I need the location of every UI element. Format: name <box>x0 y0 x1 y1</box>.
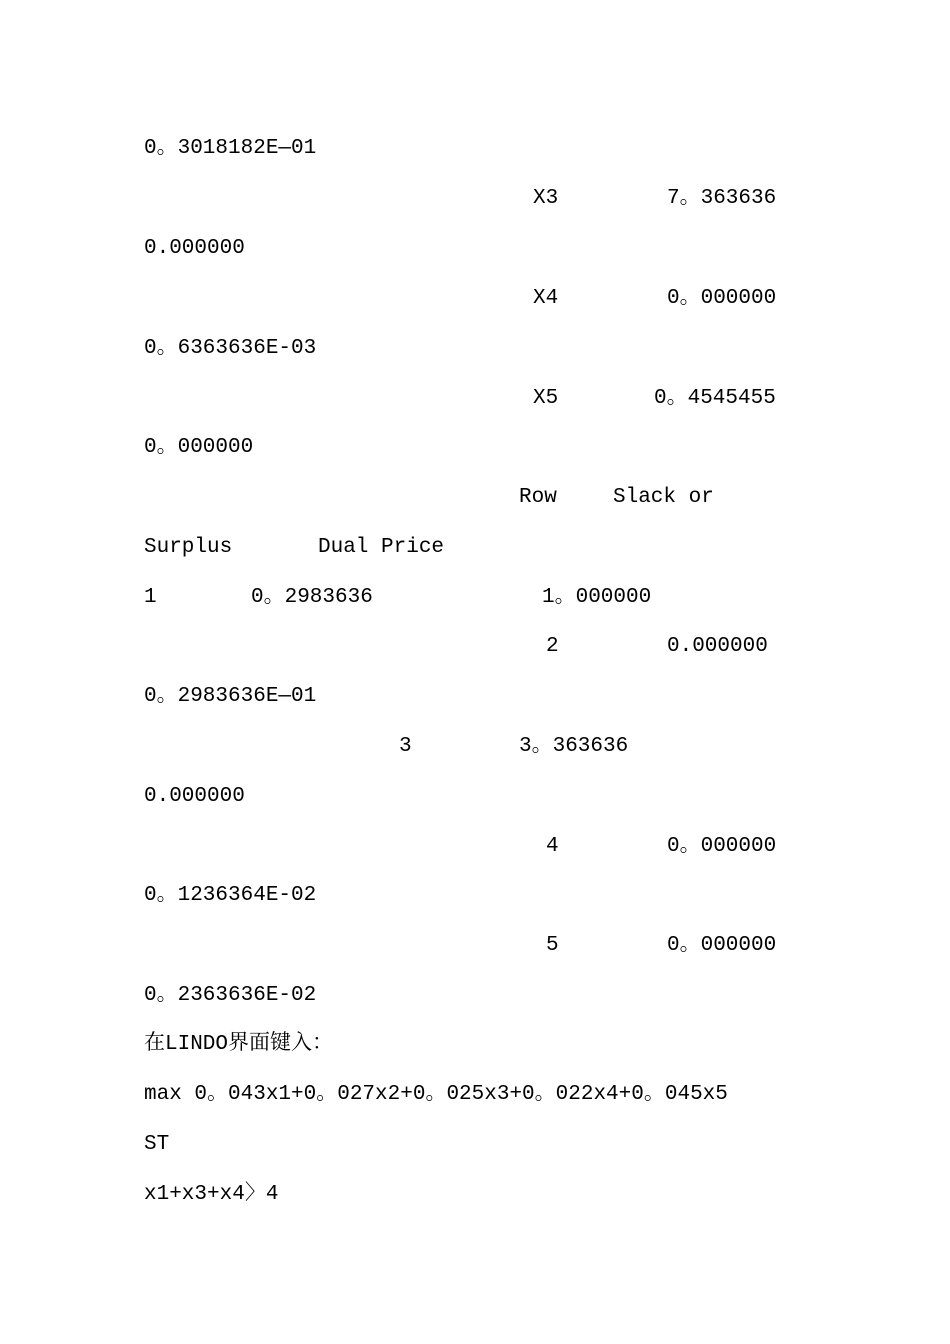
model-keyword: ST <box>144 1133 170 1156</box>
value-cell: 0。000000 <box>667 835 777 858</box>
row-number: 1 <box>144 586 157 609</box>
value-cell: 1。000000 <box>542 586 652 609</box>
text-line: 0.000000 <box>144 785 245 808</box>
row-number: 2 <box>546 635 559 658</box>
instruction-text: 在LINDO界面键入： <box>144 1033 334 1056</box>
row-number: 4 <box>546 835 559 858</box>
text-line: 0。3018182E—01 <box>144 137 317 160</box>
column-header: Slack or <box>613 486 714 509</box>
row-number: 3 <box>399 735 412 758</box>
value-cell: 7。363636 <box>667 187 777 210</box>
row-number: 5 <box>546 934 559 957</box>
variable-label: X3 <box>533 187 559 210</box>
value-cell: 3。363636 <box>519 735 629 758</box>
text-line: 0。000000 <box>144 436 254 459</box>
column-header: Dual Price <box>318 536 445 559</box>
text-line: 0.000000 <box>144 237 245 260</box>
variable-label: X5 <box>533 387 559 410</box>
value-cell: 0。2983636 <box>251 586 373 609</box>
text-line: 0。1236364E-02 <box>144 884 317 907</box>
model-objective: max 0。043x1+0。027x2+0。025x3+0。022x4+0。045x5 <box>144 1083 728 1106</box>
text-line: 0。6363636E-03 <box>144 337 317 360</box>
value-cell: 0。000000 <box>667 934 777 957</box>
text-line: 0。2983636E—01 <box>144 685 317 708</box>
text-line: 0。2363636E-02 <box>144 984 317 1007</box>
value-cell: 0。4545455 <box>654 387 776 410</box>
model-constraint: x1+x3+x4〉4 <box>144 1183 279 1206</box>
value-cell: 0.000000 <box>667 635 768 658</box>
column-header: Surplus <box>144 536 233 559</box>
value-cell: 0。000000 <box>667 287 777 310</box>
variable-label: X4 <box>533 287 559 310</box>
column-header: Row <box>519 486 557 509</box>
